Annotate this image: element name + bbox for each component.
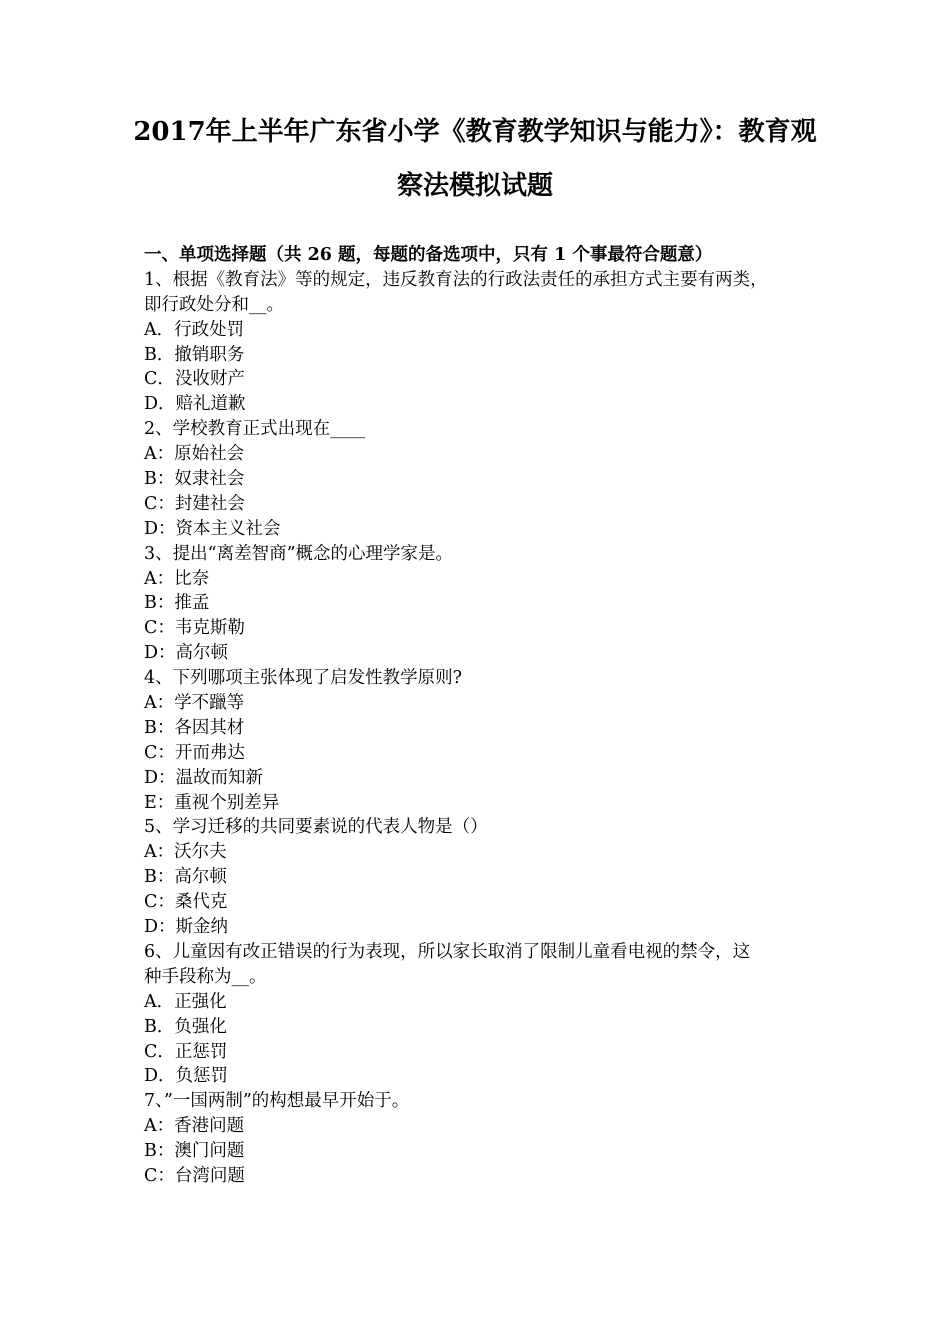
text-line: 1、根据《教育法》等的规定，违反教育法的行政法责任的承担方式主要有两类， <box>144 269 768 290</box>
option-line: C．没收财产 <box>144 369 245 390</box>
option-line: E：重视个别差异 <box>144 792 280 813</box>
option-line: A．正强化 <box>144 991 227 1012</box>
option-line: B：推孟 <box>144 593 210 614</box>
option-line: D：高尔顿 <box>144 643 229 664</box>
option-line: B：奴隶社会 <box>144 469 245 490</box>
option-line: B．撤销职务 <box>144 344 245 365</box>
option-line: D：资本主义社会 <box>144 518 281 539</box>
document-body <box>144 243 809 1189</box>
option-line: D．赔礼道歉 <box>144 394 246 415</box>
option-line: B．负强化 <box>144 1016 227 1037</box>
option-line: B：各因其材 <box>144 717 245 738</box>
text-line: 6、儿童因有改正错误的行为表现，所以家长取消了限制儿童看电视的禁令，这 <box>144 941 751 962</box>
text-line: 2、学校教育正式出现在____ <box>144 419 366 440</box>
option-line: A：香港问题 <box>144 1116 245 1137</box>
option-line: B：高尔顿 <box>144 867 227 888</box>
option-line: A：原始社会 <box>144 444 245 465</box>
text-line: 5、学习迁移的共同要素说的代表人物是（） <box>144 817 488 838</box>
question-list <box>144 268 809 1189</box>
text-line: 4、下列哪项主张体现了启发性教学原则? <box>144 668 463 689</box>
section-heading: 一、单项选择题（共 26 题，每题的备选项中，只有 1 个事最符合题意） <box>144 245 713 265</box>
option-line: A：沃尔夫 <box>144 842 227 863</box>
option-line: C：开而弗达 <box>144 742 245 763</box>
option-line: D：斯金纳 <box>144 917 229 938</box>
text-line: 种手段称为__。 <box>144 966 267 987</box>
option-line: C：韦克斯勒 <box>144 618 245 639</box>
option-line: A：比奈 <box>144 568 210 589</box>
option-line: B：澳门问题 <box>144 1141 245 1162</box>
option-line: C．正惩罚 <box>144 1041 228 1062</box>
text-line: 7、”一国两制”的构想最早开始于。 <box>144 1091 410 1112</box>
option-line: C：台湾问题 <box>144 1165 245 1186</box>
document-title-line-1: 2017年上半年广东省小学《教育教学知识与能力》：教育观 <box>133 117 817 147</box>
text-line: 即行政处分和__。 <box>144 294 284 315</box>
document-title-line-2: 察法模拟试题 <box>396 171 553 201</box>
option-line: D：温故而知新 <box>144 767 264 788</box>
option-line: A：学不躐等 <box>144 693 245 714</box>
option-line: C：桑代克 <box>144 892 228 913</box>
option-line: C：封建社会 <box>144 493 245 514</box>
option-line: D．负惩罚 <box>144 1066 229 1087</box>
text-line: 3、提出“离差智商”概念的心理学家是。 <box>144 543 454 564</box>
option-line: A．行政处罚 <box>144 319 245 340</box>
